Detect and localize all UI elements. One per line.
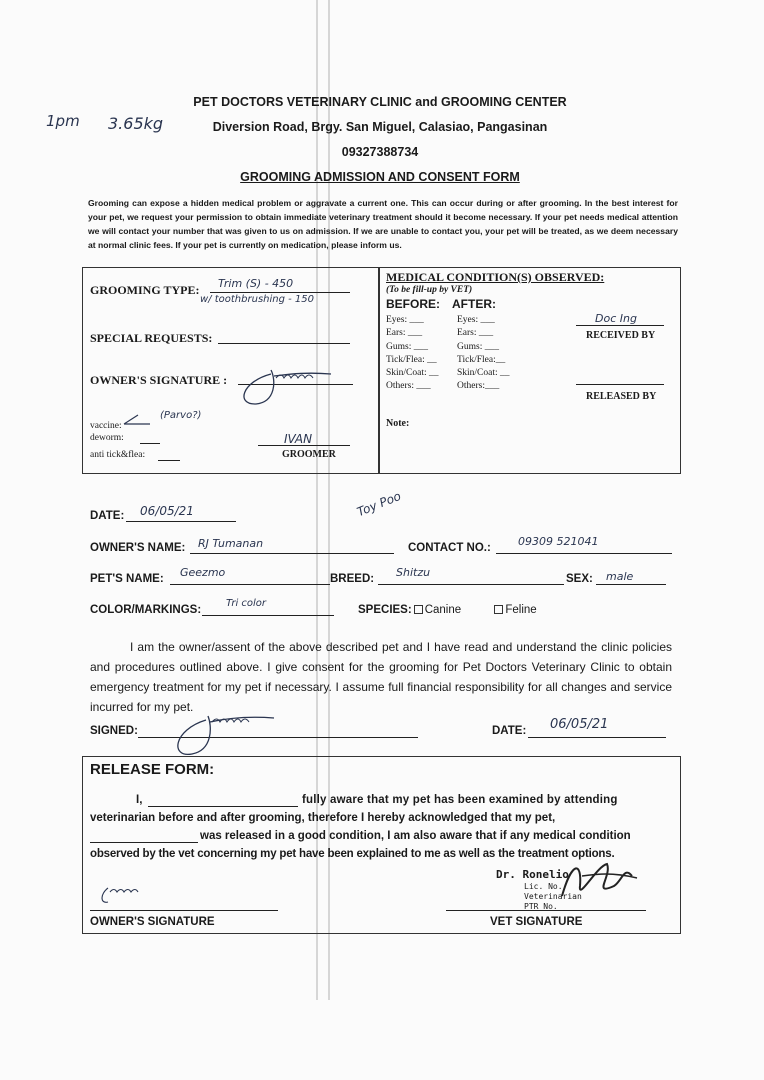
release-pet-line — [90, 842, 198, 843]
color-label: COLOR/MARKINGS: — [90, 604, 202, 616]
grooming-box — [82, 267, 681, 474]
vaccine-value: (Parvo?) — [160, 410, 202, 421]
sex-label: SEX: — [566, 573, 593, 585]
owner-signature-label: OWNER'S SIGNATURE : — [90, 373, 228, 387]
after-item: Others:___ — [457, 381, 500, 392]
received-by-value: Doc Ing — [595, 312, 637, 325]
release-line2: veterinarian before and after grooming, therefore I hereby acknowledged that my pet, — [90, 812, 556, 824]
owner-signature-scribble — [236, 360, 346, 408]
released-by-line — [576, 384, 664, 385]
before-list — [386, 314, 439, 394]
groomer-value: IVAN — [284, 432, 313, 446]
clinic-phone: 09327388734 — [341, 145, 419, 159]
note-label: Note: — [386, 418, 410, 429]
date-value: 06/05/21 — [140, 504, 194, 518]
owner-signature-release-line — [90, 910, 278, 911]
pet-name-label: PET'S NAME: — [90, 573, 164, 585]
after-item: Tick/Flea:__ — [457, 354, 506, 365]
signed-date-line — [528, 737, 666, 738]
medical-title: MEDICAL CONDITION(S) OBSERVED: — [386, 270, 605, 284]
consent-paragraph: I am the owner/assent of the above described pet and I have read and understand the clinic policies and procedures outlined above. I give consent for the grooming for Pet Doctors Veterinary Clinic to obtain emergency treatment for my pet if necessary. I assume full financial responsibility for all changes and service incurred for my pet. — [90, 640, 672, 714]
before-item: Gums: ___ — [386, 341, 428, 352]
pet-name-line — [170, 584, 330, 585]
deworm-line — [140, 443, 160, 444]
contact-line — [496, 553, 672, 554]
sex-line — [596, 584, 666, 585]
clinic-address: Diversion Road, Brgy. San Miguel, Calasiao, Pangasinan — [212, 120, 548, 134]
contact-label: CONTACT NO.: — [408, 542, 491, 554]
signed-signature-scribble — [168, 704, 278, 760]
vet-signature-scribble — [552, 856, 642, 906]
box-divider — [378, 268, 380, 473]
color-line — [202, 615, 334, 616]
release-owner-signature-scribble — [96, 878, 156, 908]
release-owner-signature-label: OWNER'S SIGNATURE — [90, 916, 215, 928]
before-item: Others: ___ — [386, 381, 431, 392]
breed-line — [378, 584, 564, 585]
clinic-name: PET DOCTORS VETERINARY CLINIC and GROOMING CENTER — [193, 95, 567, 109]
released-by-label: RELEASED BY — [586, 391, 657, 402]
after-item: Skin/Coat: __ — [457, 368, 510, 379]
release-title: RELEASE FORM: — [90, 761, 215, 778]
release-line1-prefix: I, — [136, 794, 143, 806]
owner-name-value: RJ Tumanan — [198, 537, 264, 550]
antitick-label: anti tick&flea: — [90, 450, 146, 460]
canine-checkbox[interactable] — [414, 605, 423, 614]
species-label: SPECIES: — [358, 604, 412, 616]
grooming-type-label: GROOMING TYPE: — [90, 283, 200, 297]
after-list — [457, 314, 510, 394]
pet-name-value: Geezmo — [180, 566, 226, 579]
grooming-type-value-1: Trim (S) - 450 — [218, 277, 294, 290]
species-field — [358, 604, 537, 616]
after-item: Eyes: ___ — [457, 315, 495, 325]
release-line4: observed by the vet concerning my pet have been explained to me as well as the treatment options. — [90, 848, 615, 860]
received-by-line — [576, 325, 664, 326]
grooming-type-value-2: w/ toothbrushing - 150 — [200, 294, 315, 305]
vet-signature-line — [446, 910, 646, 911]
before-item: Skin/Coat: __ — [386, 368, 439, 379]
release-line1: fully aware that my pet has been examined by attending — [302, 794, 618, 806]
vaccine-check — [122, 412, 152, 428]
before-item: Ears: ___ — [386, 328, 423, 339]
sex-value: male — [606, 570, 634, 583]
before-item: Tick/Flea: __ — [386, 354, 437, 365]
time-note: 1pm — [46, 112, 80, 130]
intro-paragraph: Grooming can expose a hidden medical problem or aggravate a current one. This can occur during or after grooming. In the best interest for your pet, we request your permission to obtain immediate veterinary treatment should it become necessary. If your pet needs medical attention we will contact your number that was given to us on admission. If we are unable to contact you, your pet will be treated, as we deem necessary at normal clinic fees. If your pet is currently on medication, please inform us. — [88, 198, 678, 250]
release-line3: was released in a good condition, I am also aware that if any medical condition — [200, 830, 631, 842]
after-item: Gums: ___ — [457, 341, 499, 352]
antitick-line — [158, 460, 180, 461]
groomer-line — [258, 445, 350, 446]
before-item: Eyes: ___ — [386, 315, 424, 325]
groomer-label: GROOMER — [282, 449, 336, 460]
date-label: DATE: — [90, 510, 125, 522]
medical-subtitle: (To be fill-up by VET) — [386, 285, 473, 295]
breed-value: Shitzu — [396, 566, 431, 579]
signed-label: SIGNED: — [90, 725, 138, 737]
release-box — [82, 756, 681, 934]
after-label: AFTER: — [452, 297, 496, 311]
color-value: Tri color — [226, 598, 267, 609]
vet-stamp-license: Lic. No. — [524, 882, 563, 891]
vet-stamp-title: Veterinarian — [524, 892, 582, 901]
vet-stamp-name: Dr. Ronelio — [496, 868, 569, 881]
vet-signature-label: VET SIGNATURE — [490, 916, 583, 928]
release-name-line — [148, 806, 298, 807]
before-label: BEFORE: — [386, 297, 440, 311]
weight-note: 3.65kg — [108, 114, 164, 133]
date-line — [126, 521, 236, 522]
breed-tag-note: Toy Poo — [355, 488, 403, 520]
vet-stamp-ptr: PTR No. — [524, 902, 558, 911]
grooming-type-line — [210, 292, 350, 293]
contact-value: 09309 521041 — [518, 535, 599, 548]
owner-name-label: OWNER'S NAME: — [90, 542, 186, 554]
feline-label: Feline — [505, 604, 537, 616]
signed-date-value: 06/05/21 — [550, 717, 609, 732]
vaccine-label: vaccine: — [90, 421, 122, 431]
breed-label: BREED: — [330, 573, 375, 585]
signed-date-label: DATE: — [492, 725, 527, 737]
special-requests-label: SPECIAL REQUESTS: — [90, 331, 213, 345]
special-requests-line — [218, 343, 350, 344]
owner-name-line — [190, 553, 394, 554]
form-title: GROOMING ADMISSION AND CONSENT FORM — [240, 170, 520, 184]
after-item: Ears: ___ — [457, 328, 494, 339]
received-by-label: RECEIVED BY — [586, 330, 656, 341]
deworm-label: deworm: — [90, 433, 124, 443]
feline-checkbox[interactable] — [494, 605, 503, 614]
canine-label: Canine — [424, 604, 462, 616]
